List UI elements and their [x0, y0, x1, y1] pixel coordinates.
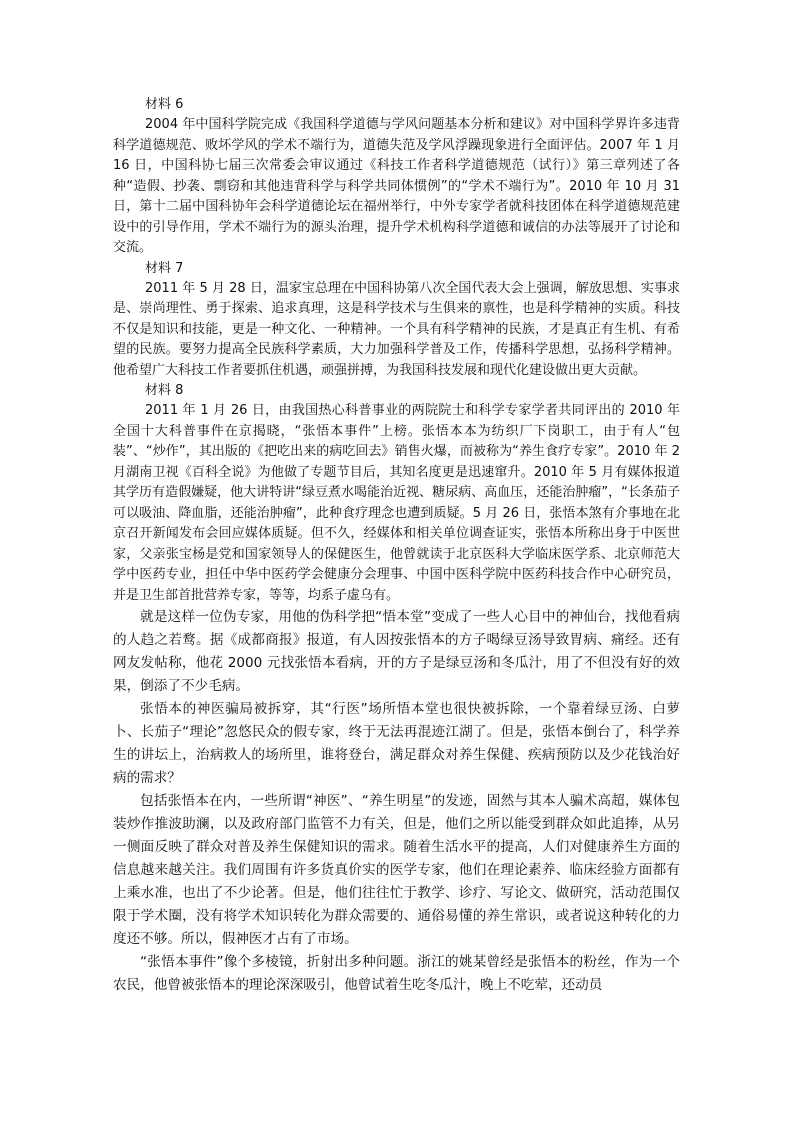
paragraph: 包括张悟本在内，一些所谓“神医”、“养生明星”的发迹，固然与其本人骗术高超，媒体包装炒作推波助澜，以及政府部门监管不力有关，但是，他们之所以能受到群众如此追捧，从另一侧面反映了群众对普及养生保健知识的需求。随着生活水平的提高，人们对健康养生方面的信息越来越关注。我们周围有许多货真价实的医学专家，他们在理论素养、临床经验方面都有上乘水准，也出了不少论著。但是，他们往往忙于教学、诊疗、写论文、做研究，活动范围仅限于学术圈，没有将学术知识转化为群众需要的、通俗易懂的养生常识，或者说这种转化的力度还不够。所以，假神医才占有了市场。	[113, 793, 680, 947]
paragraph: 2011 年 5 月 28 日，温家宝总理在中国科协第八次全国代表大会上强调，解放思想、实事求是、崇尚理性、勇于探索、追求真理，这是科学技术与生俱来的禀性，也是科学精神的实质。科技不仅是知识和技能，更是一种文化、一种精神。一个具有科学精神的民族，才是真正有生机、有希望的民族。要努力提高全民族科学素质，大力加强科学普及工作，传播科学思想，弘扬科学精神。他希望广大科技工作者要抓住机遇，顽强拼搏，为我国科技发展和现代化建设做出更大贡献。	[113, 280, 680, 378]
document-page	[113, 95, 680, 997]
paragraph: 2004 年中国科学院完成《我国科学道德与学风问题基本分析和建议》对中国科学界许多违背科学道德规范、败坏学风的学术不端行为，道德失范及学风浮躁现象进行全面评估。2007 年 1 月 16 日，中国科协七届三次常委会审议通过《科技工作者科学道德规范（试行）》第三章列述了各种“造假、抄袭、剽窃和其他违背科学与科学共同体惯例”的“学术不端行为”。2010 年 10 月 31 日，第十二届中国科协年会科学道德论坛在福州举行，中外专家学者就科技团体在科学道德规范建设中的引导作用，学术不端行为的源头治理，提升学术机构科学道德和诚信的办法等展开了讨论和交流。	[113, 117, 680, 255]
section-material-6	[113, 95, 680, 259]
paragraph: 2011 年 1 月 26 日，由我国热心科普事业的两院院士和科学专家学者共同评出的 2010 年全国十大科普事件在京揭晓，“张悟本事件”上榜。张悟本本为纺织厂下岗职工，由于有人“包装”、“炒作”，其出版的《把吃出来的病吃回去》销售火爆，而被称为“养生食疗专家”。2010 年 2 月湖南卫视《百科全说》为他做了专题节目后，其知名度更是迅速窜升。2010 年 5 月有媒体报道其学历有造假嫌疑，他大讲特讲“绿豆煮水喝能治近视、糖尿病、高血压，还能治肿瘤”，“长条茄子可以吸油、降血脂，还能治肿瘤”，此种食疗理念也遭到质疑。5 月 26 日，张悟本煞有介事地在北京召开新闻发布会回应媒体质疑。但不久，经媒体和相关单位调查证实，张悟本所称出身于中医世家，父亲张宝杨是党和国家领导人的保健医生，他曾就读于北京医科大学临床医学系、北京师范大学中医药专业，担任中华中医药学会健康分会理事、中国中医科学院中医药科技合作中心研究员，并是卫生部首批营养专家，等等，均系子虚乌有。	[113, 403, 680, 603]
section-heading: 材料 7	[145, 260, 184, 276]
paragraph: “张悟本事件”像个多棱镜，折射出多种问题。浙江的姚某曾经是张悟本的粉丝，作为一个农民，他曾被张悟本的理论深深吸引，他曾试着生吃冬瓜汁，晚上不吃荤，还动员	[113, 954, 680, 993]
section-material-7	[113, 259, 680, 382]
paragraph: 就是这样一位伪专家，用他的伪科学把“悟本堂”变成了一些人心目中的神仙台，找他看病的人趋之若鹜。据《成都商报》报道，有人因按张悟本的方子喝绿豆汤导致胃病、痛经。还有网友发帖称，他花 2000 元找张悟本看病，开的方子是绿豆汤和冬瓜汁，用了不但没有好的效果，倒添了不少毛病。	[113, 609, 680, 694]
paragraph: 张悟本的神医骗局被拆穿，其“行医”场所悟本堂也很快被拆除，一个靠着绿豆汤、白萝卜、长茄子“理论”忽悠民众的假专家，终于无法再混迹江湖了。但是，张悟本倒台了，科学养生的讲坛上，治病救人的场所里，谁将登台，满足群众对养生保健、疾病预防以及少花钱治好病的需求？	[113, 701, 680, 786]
section-heading: 材料 6	[145, 97, 184, 112]
section-material-8	[113, 381, 680, 997]
section-heading: 材料 8	[145, 383, 184, 398]
